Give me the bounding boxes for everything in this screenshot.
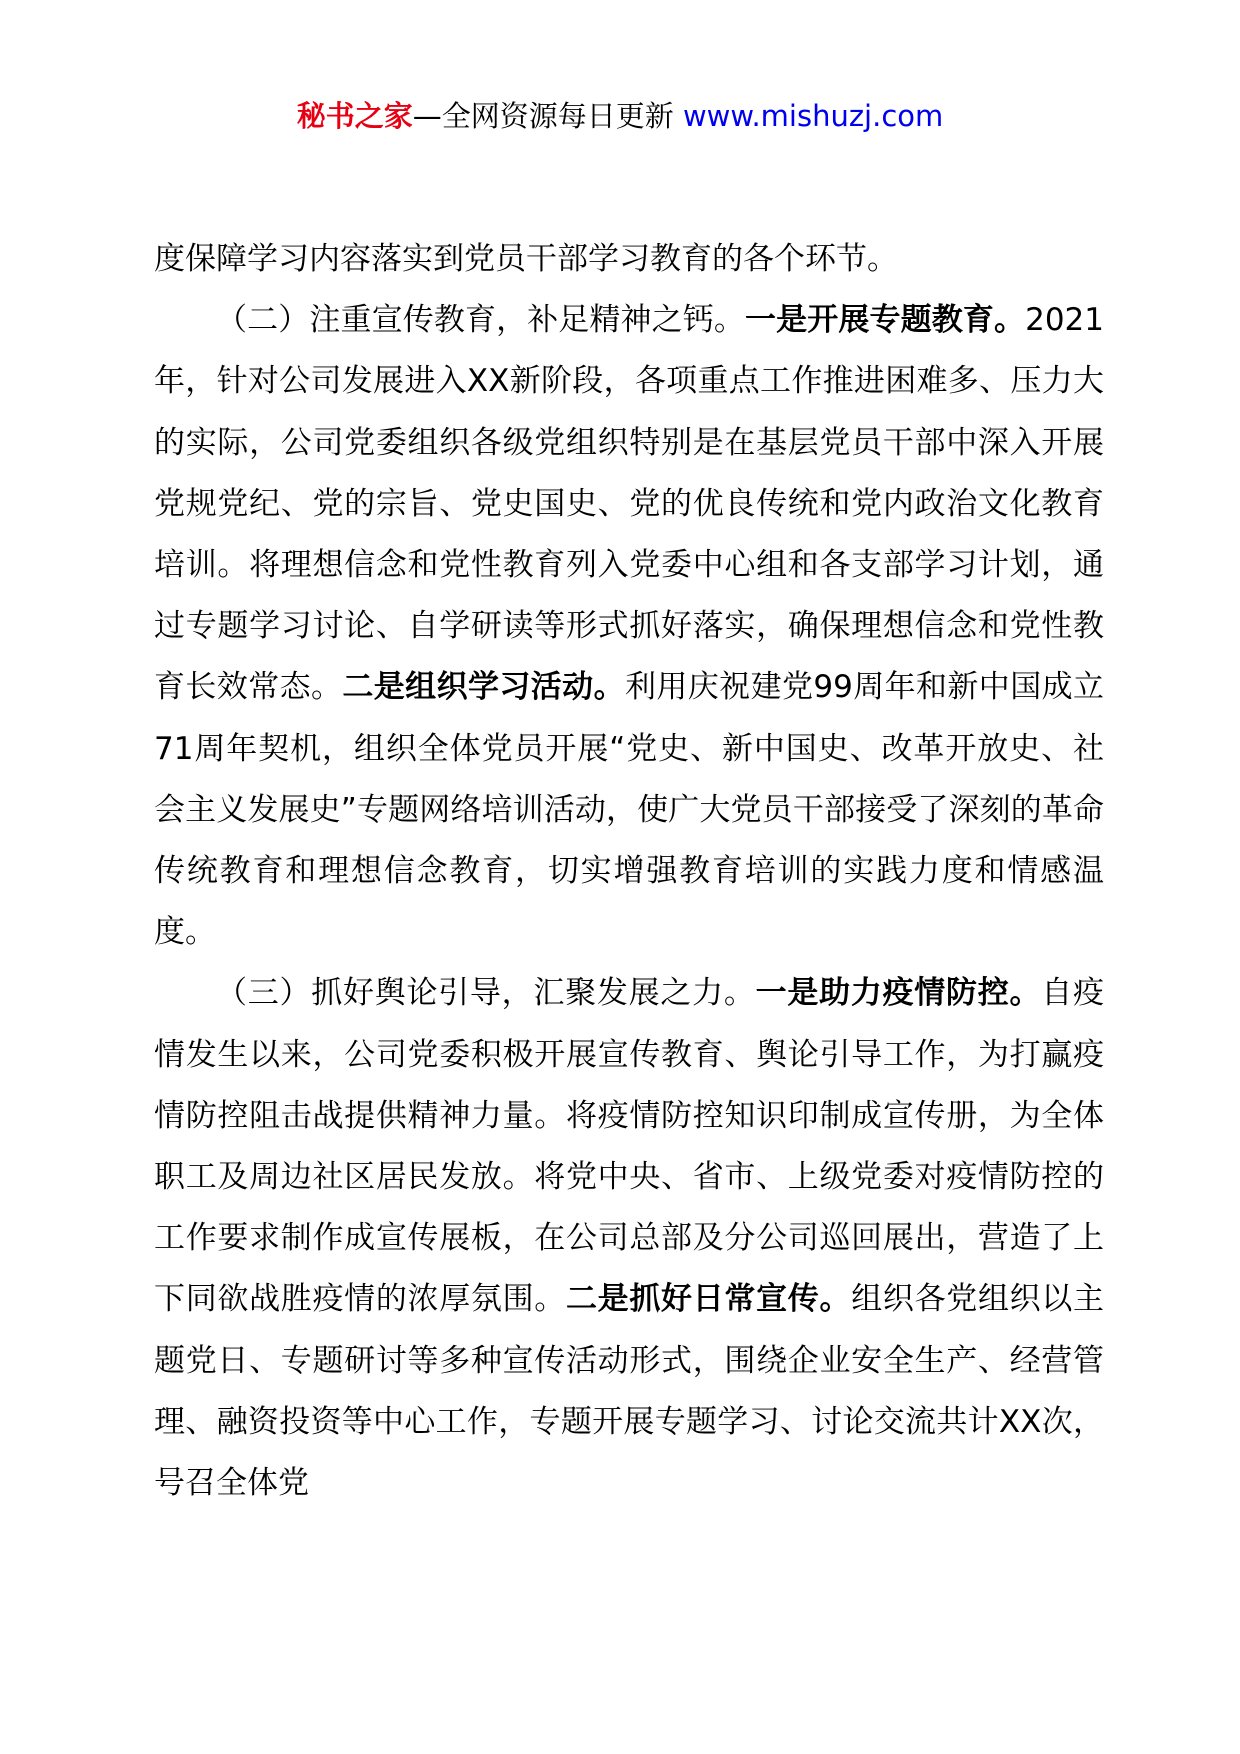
point-two-text: 利用庆祝建党99周年和新中国成立71周年契机，组织全体党员开展“党史、新中国史、改革开放史、社会主义发展史”专题网络培训活动，使广大党员干部接受了深刻的革命传统教育和理想信念教育，切实增强教育培训的实践力度和情感温度。 bbox=[154, 669, 1105, 951]
paragraph-continuation bbox=[154, 229, 1104, 290]
site-header bbox=[0, 96, 1240, 136]
bold-point-two: 二是抓好日常宣传。 bbox=[565, 1281, 852, 1318]
section-heading: （二）注重宣传教育，补足精神之钙。 bbox=[216, 302, 746, 339]
site-url-link[interactable]: www.mishuzj.com bbox=[682, 99, 944, 133]
paragraph-section-three bbox=[154, 963, 1104, 1514]
point-two-text: 组织各党组织以主题党日、专题研讨等多种宣传活动形式，围绕企业安全生产、经营管理、融资投资等中心工作，专题开展专题学习、讨论交流共计XX次，号召全体党 bbox=[154, 1281, 1105, 1502]
paragraph-section-two bbox=[154, 290, 1104, 963]
bold-point-two: 二是组织学习活动。 bbox=[342, 669, 625, 706]
bold-point-one: 一是助力疫情防控。 bbox=[755, 975, 1042, 1012]
brand-name: 秘书之家 bbox=[296, 99, 413, 133]
section-heading: （三）抓好舆论引导，汇聚发展之力。 bbox=[216, 975, 756, 1012]
point-one-text: 2021年，针对公司发展进入XX新阶段，各项重点工作推进困难多、压力大的实际，公司党委组织各级党组织特别是在基层党员干部中深入开展党规党纪、党的宗旨、党史国史、党的优良传统和党内政治文化教育培训。将理想信念和党性教育列入党委中心组和各支部学习计划，通过专题学习讨论、自学研读等形式抓好落实，确保理想信念和党性教育长效常态。 bbox=[154, 302, 1105, 706]
paragraph-text: 度保障学习内容落实到党员干部学习教育的各个环节。 bbox=[154, 241, 898, 277]
header-tagline: —全网资源每日更新 bbox=[412, 99, 683, 133]
point-one-text: 自疫情发生以来，公司党委积极开展宣传教育、舆论引导工作，为打赢疫情防控阻击战提供精神力量。将疫情防控知识印制成宣传册，为全体职工及周边社区居民发放。将党中央、省市、上级党委对疫情防控的工作要求制作成宣传展板，在公司总部及分公司巡回展出，营造了上下同欲战胜疫情的浓厚氛围。 bbox=[154, 975, 1105, 1318]
bold-point-one: 一是开展专题教育。 bbox=[745, 302, 1026, 339]
document-body bbox=[154, 229, 1104, 1514]
